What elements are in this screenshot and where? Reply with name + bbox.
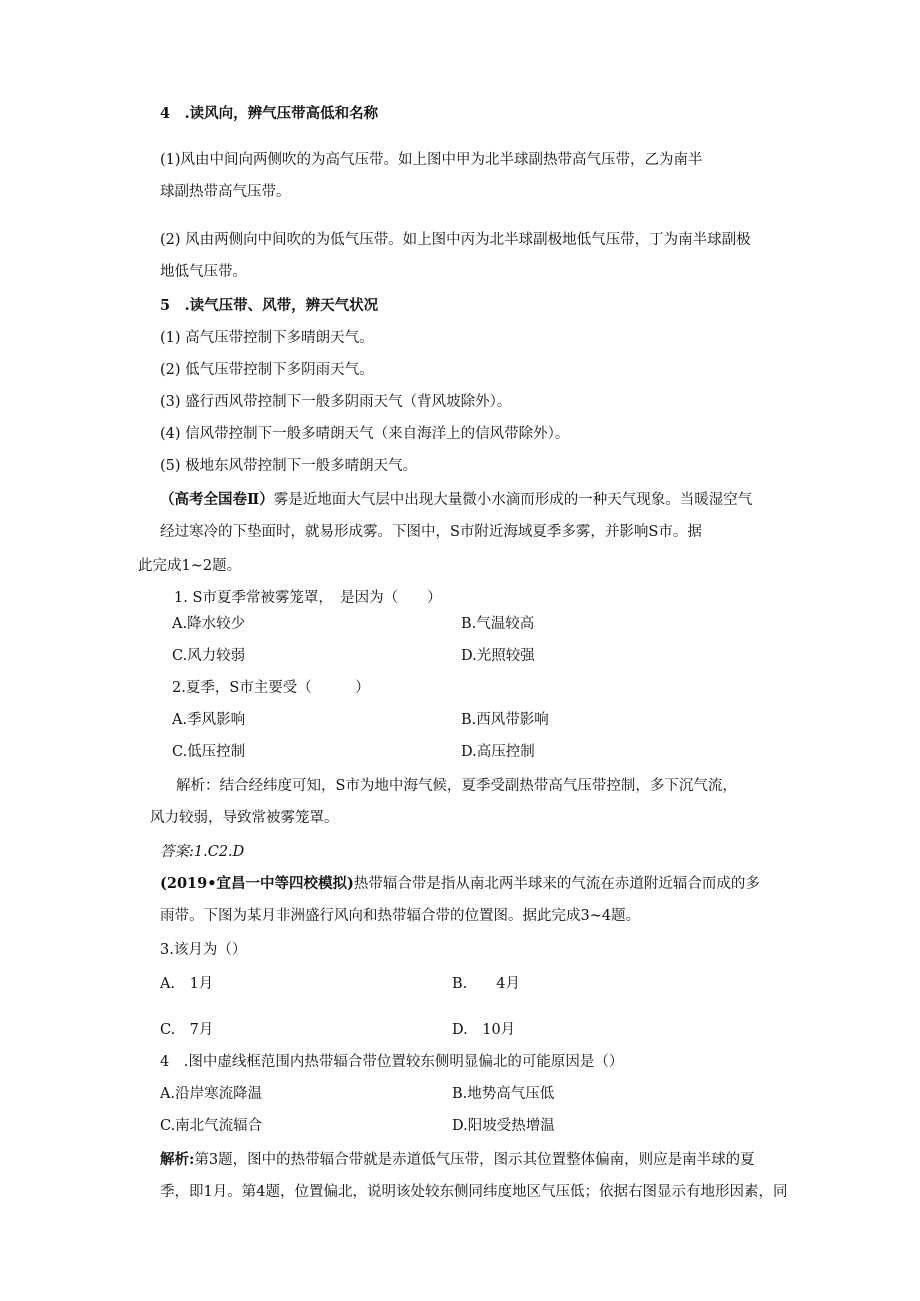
problem-1-intro-cont: 经过寒冷的下垫面时，就易形成雾。下图中，S市附近海域夏季多雾，并影响S市。据 [160,524,702,540]
analysis-text: ，图中的热带辐合带就是赤道低气压带，图示其位置整体偏南，则应是南半球的夏 [232,1152,755,1168]
question-1-option-a: A.降水较少 [172,616,246,632]
question-4-option-d: D.阳坡受热增温 [452,1118,555,1134]
question-3-option-b: B. 4月 [452,976,520,992]
problem-1-intro-cont: 此完成1~2题。 [138,558,242,574]
question-4-option-a: A.沿岸寒流降温 [160,1086,263,1102]
question-3-option-d: D. 10月 [452,1022,516,1038]
question-1-option-c: C.风力较弱 [172,648,246,664]
problem-2-intro-cont: 雨带。下图为某月非洲盛行风向和热带辐合带的位置图。据此完成3~4题。 [160,908,641,924]
question-2-option-b: B.西风带影响 [461,712,549,728]
problem-1-intro [160,490,752,510]
section-5-item: (1) 高气压带控制下多晴朗天气。 [160,330,374,346]
section-5-item: (3) 盛行西风带控制下一般多阴雨天气（背风坡除外）。 [160,394,512,410]
problem-2-analysis [160,1150,755,1170]
problem-1-source: （高考全国卷Ⅱ） [160,491,274,508]
problem-1-analysis-cont: 风力较弱，导致常被雾笼罩。 [150,810,339,826]
section-5-heading: 5 .读气压带、风带，辨天气状况 [160,297,379,314]
section-4-paragraph-1-cont: 球副热带高气压带。 [160,184,291,200]
question-1-option-b: B.气温较高 [461,616,535,632]
section-5-item: (2) 低气压带控制下多阴雨天气。 [160,362,374,378]
problem-2-intro-text: 热带辐合带是指从南北两半球来的气流在赤道附近辐合而成的多 [353,876,760,892]
section-4-paragraph-2: (2) 风由两侧向中间吹的为低气压带。如上图中丙为北半球副极地低气压带，丁为南半球副极 [160,232,751,248]
question-4-option-b: B.地势高气压低 [452,1086,555,1102]
problem-2-intro [160,874,760,894]
question-3-option-a: A. 1月 [160,976,214,992]
section-4-paragraph-1: (1)风由中间向两侧吹的为高气压带。如上图中甲为北半球副热带高气压带，乙为南半 [160,152,703,168]
section-4-heading: 4 .读风向，辨气压带高低和名称 [160,105,379,122]
question-1-option-d: D.光照较强 [461,648,535,664]
question-3-stem: 3.该月为（） [160,942,247,958]
question-2-option-a: A.季风影响 [172,712,246,728]
problem-2-source: (2019•宜昌一中等四校模拟) [160,875,354,892]
question-3-option-c: C. 7月 [160,1022,214,1038]
analysis-q3-label: 第3题 [194,1152,233,1168]
question-2-option-c: C.低压控制 [172,744,246,760]
section-5-item: (4) 信风带控制下一般多晴朗天气（来自海洋上的信风带除外）。 [160,426,570,442]
question-2-option-d: D.高压控制 [461,744,535,760]
problem-2-analysis-cont: 季，即1月。第4题，位置偏北，说明该处较东侧同纬度地区气压低；依据右图显示有地形因素，同 [160,1184,788,1200]
section-4-paragraph-2-cont: 地低气压带。 [160,264,247,280]
analysis-label: 解析: [160,1151,195,1168]
section-5-item: (5) 极地东风带控制下一般多晴朗天气。 [160,458,418,474]
question-1-stem: 1. S市夏季常被雾笼罩， 是因为（ ） [174,590,442,606]
problem-1-analysis: 解析：结合经纬度可知，S市为地中海气候，夏季受副热带高气压带控制，多下沉气流， [176,778,737,794]
question-4-option-c: C.南北气流辐合 [160,1118,263,1134]
question-2-stem: 2.夏季，S市主要受（ ） [172,680,370,696]
problem-1-intro-text: 雾是近地面大气层中出现大量微小水滴而形成的一种天气现象。当暖湿空气 [273,492,753,508]
question-4-stem: 4 .图中虚线框范围内热带辐合带位置较东侧明显偏北的可能原因是（） [160,1054,624,1070]
problem-1-answer: 答案:1.C2.D [160,844,245,860]
